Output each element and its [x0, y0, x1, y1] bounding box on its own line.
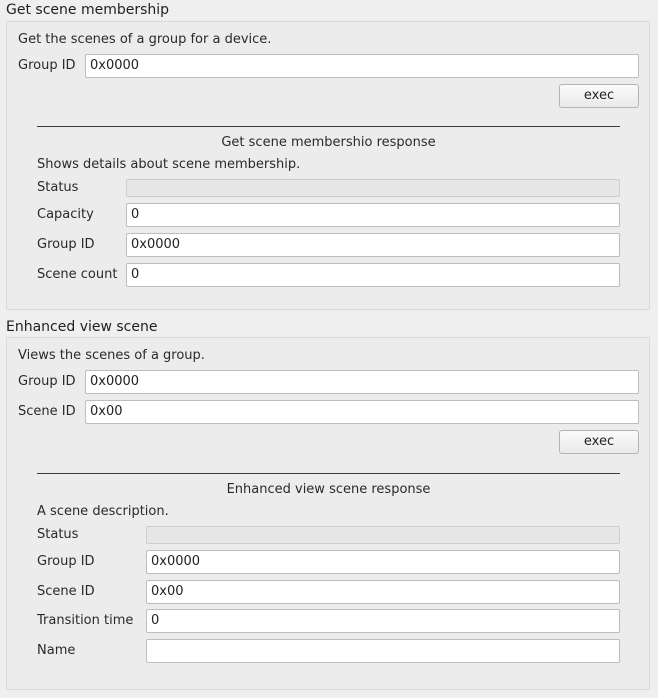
ev-group-id-input[interactable]: 0x0000 — [85, 370, 639, 394]
enhanced-view-description: Views the scenes of a group. — [18, 348, 205, 363]
capacity-field[interactable]: 0 — [126, 203, 620, 227]
enhanced-view-title: Enhanced view scene — [6, 319, 158, 335]
name-field[interactable] — [146, 639, 620, 663]
group-id-input[interactable]: 0x0000 — [85, 54, 639, 78]
ev-scene-id-label: Scene ID — [18, 404, 76, 419]
capacity-label: Capacity — [37, 207, 94, 222]
ev-exec-button[interactable]: exec — [559, 430, 639, 454]
ev-response-title: Enhanced view scene response — [226, 482, 431, 497]
ev-group-id-label: Group ID — [18, 374, 76, 389]
scene-count-label: Scene count — [37, 267, 118, 282]
name-label: Name — [37, 643, 76, 658]
scene-membership-description: Get the scenes of a group for a device. — [18, 32, 272, 47]
ev-response-separator — [37, 473, 620, 474]
status-label: Status — [37, 180, 79, 195]
scene-membership-title: Get scene membership — [6, 2, 170, 18]
response-separator — [37, 126, 620, 127]
ev-scene-id-input[interactable]: 0x00 — [85, 400, 639, 424]
ev-response-group-id-label: Group ID — [37, 554, 95, 569]
response-group-id-field[interactable]: 0x0000 — [126, 233, 620, 257]
transition-time-field[interactable]: 0 — [146, 609, 620, 633]
exec-button[interactable]: exec — [559, 84, 639, 108]
membership-response-description: Shows details about scene membership. — [37, 157, 301, 172]
ev-response-scene-id-field[interactable]: 0x00 — [146, 580, 620, 604]
ev-status-field — [146, 526, 620, 544]
status-field — [126, 179, 620, 197]
response-group-id-label: Group ID — [37, 237, 95, 252]
ev-response-group-id-field[interactable]: 0x0000 — [146, 550, 620, 574]
membership-response-title: Get scene membershio response — [221, 135, 436, 150]
ev-response-scene-id-label: Scene ID — [37, 584, 95, 599]
ev-response-description: A scene description. — [37, 504, 169, 519]
scene-count-field[interactable]: 0 — [126, 263, 620, 287]
group-id-label: Group ID — [18, 58, 76, 73]
transition-time-label: Transition time — [37, 613, 134, 628]
ev-status-label: Status — [37, 527, 79, 542]
